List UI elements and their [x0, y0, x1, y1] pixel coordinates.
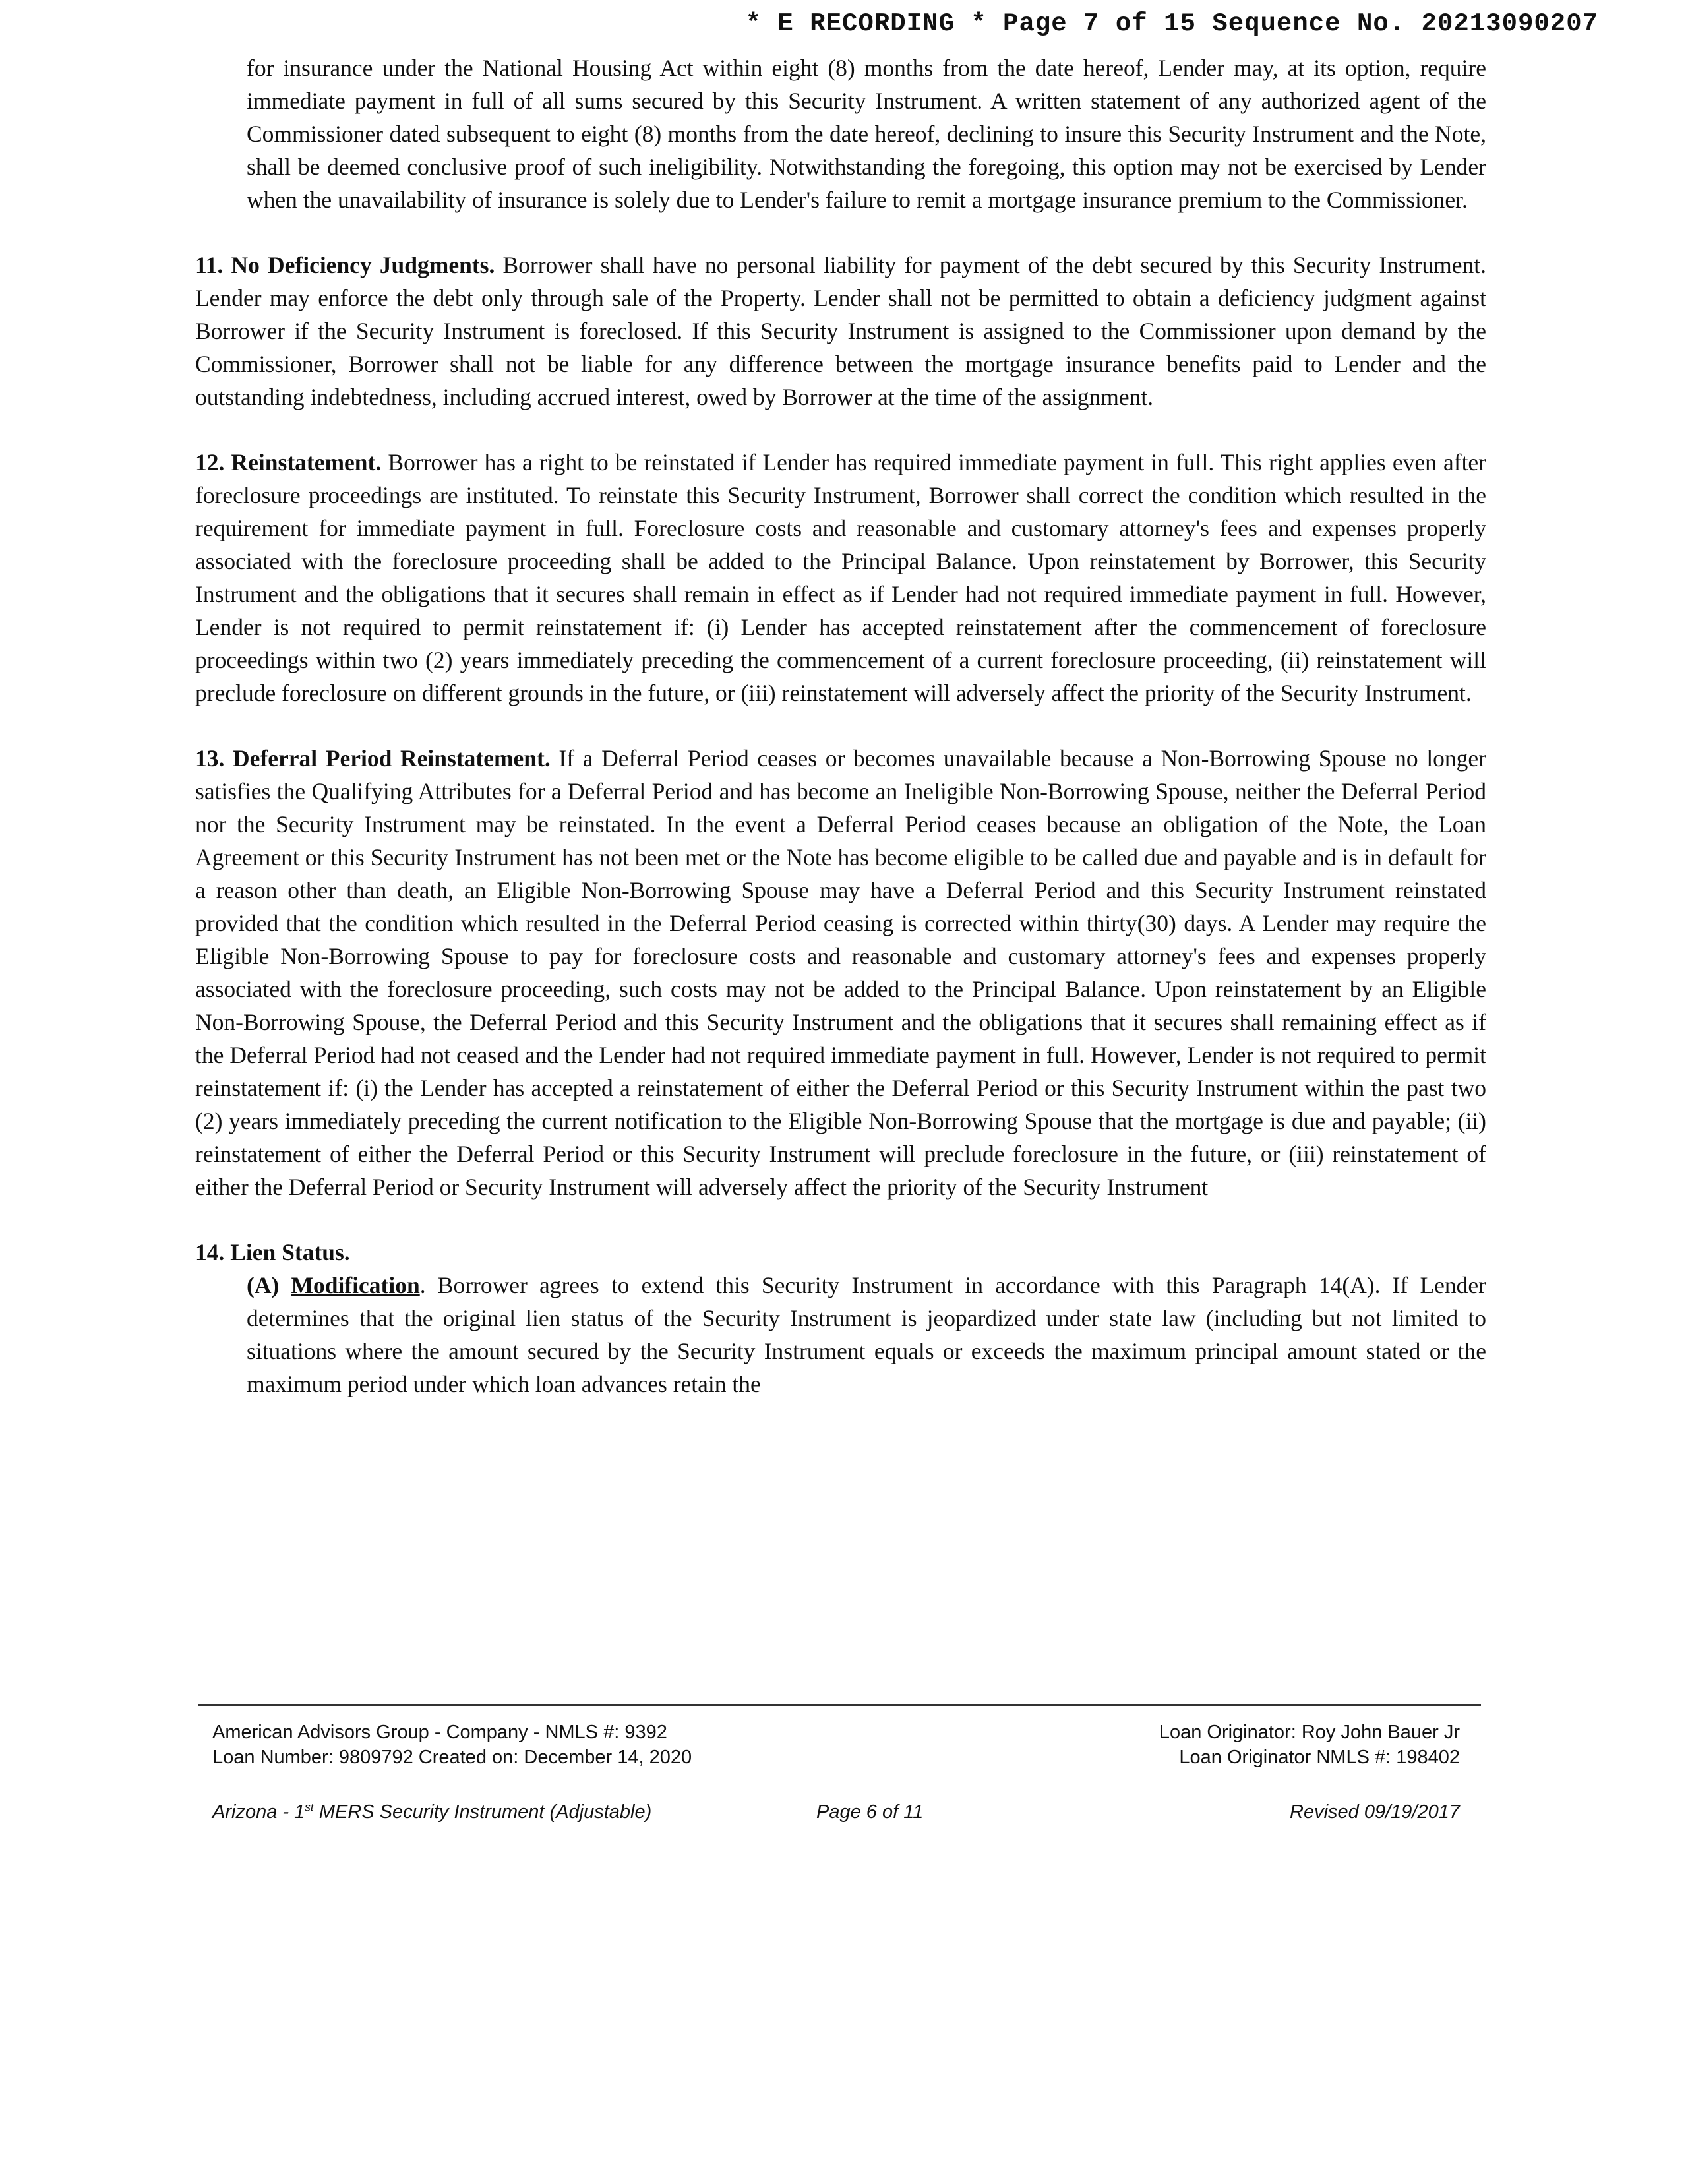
section-12-heading: 12. Reinstatement.: [195, 449, 382, 475]
footer-lender-info: [212, 1720, 692, 1770]
form-name-superscript: st: [305, 1800, 314, 1814]
section-11-heading: 11. No Deficiency Judgments.: [195, 252, 495, 278]
footer-originator-info: [1159, 1720, 1460, 1770]
footer-loan-line: Loan Number: 9809792 Created on: December 14, 2020: [212, 1747, 692, 1768]
section-11-text: Borrower shall have no personal liability for payment of the debt secured by this Security Instrument. Lender may enforce the debt only through sale of the Property. Lender shall not be permitted to obtain a deficiency judgment against Borrower if the Security Instrument is foreclosed. If this Security Instrument is assigned to the Commissioner upon demand by the Commissioner, Borrower shall not be liable for any difference between the mortgage insurance benefits paid to Lender and the outstanding indebtedness, including accrued interest, owed by Borrower at the time of the assignment.: [195, 252, 1486, 410]
section-14a-text: . Borrower agrees to extend this Security Instrument in accordance with this Paragraph 14(A). If Lender determines that the original lien status of the Security Instrument is jeopardized under state law (including but not limited to situations where the amount secured by the Security Instrument equals or exceeds the maximum principal amount stated or the maximum period under which loan advances retain the: [247, 1272, 1487, 1397]
form-name-suffix: MERS Security Instrument (Adjustable): [313, 1802, 652, 1823]
footer-divider: [198, 1704, 1481, 1706]
section-14a-label: (A): [247, 1272, 280, 1298]
footer-originator-line: Loan Originator: Roy John Bauer Jr: [1159, 1722, 1460, 1743]
section-13: [195, 742, 1486, 1203]
section-14a-heading: Modification: [291, 1272, 420, 1298]
footer-company-line: American Advisors Group - Company - NMLS #: 9392: [212, 1722, 667, 1743]
section-12: [195, 446, 1486, 710]
section-14a: [195, 1269, 1486, 1401]
section-14-heading: 14. Lien Status.: [195, 1239, 350, 1265]
recording-header: * E RECORDING * Page 7 of 15 Sequence No. 20213090207: [745, 9, 1598, 38]
section-11: [195, 249, 1486, 413]
form-name: [212, 1802, 651, 1823]
footer-originator-nmls-line: Loan Originator NMLS #: 198402: [1179, 1747, 1460, 1768]
document-body: [195, 51, 1486, 1401]
section-13-heading: 13. Deferral Period Reinstatement.: [195, 745, 551, 772]
form-name-prefix: Arizona - 1: [212, 1802, 305, 1823]
revision-date: Revised 09/19/2017: [1290, 1802, 1460, 1823]
section-14-heading-line: [195, 1236, 1486, 1269]
section-13-text: If a Deferral Period ceases or becomes unavailable because a Non-Borrowing Spouse no longer satisfies the Qualifying Attributes for a Deferral Period and has become an Ineligible Non-Borrowing Spouse, neither the Deferral Period nor the Security Instrument may be reinstated. In the event a Deferral Period ceases because an obligation of the Note, the Loan Agreement or this Security Instrument has not been met or the Note has become eligible to be called due and payable and is in default for a reason other than death, an Eligible Non-Borrowing Spouse may have a Deferral Period and this Security Instrument reinstated provided that the condition which resulted in the Deferral Period ceasing is corrected within thirty(30) days. A Lender may require the Eligible Non-Borrowing Spouse to pay for foreclosure costs and reasonable and customary attorney's fees and expenses properly associated with the foreclosure proceeding, such costs may not be added to the Principal Balance. Upon reinstatement by an Eligible Non-Borrowing Spouse, the Deferral Period and this Security Instrument and the obligations that it secures shall remaining effect as if the Deferral Period had not ceased and the Lender had not required immediate payment in full. However, Lender is not required to permit reinstatement if: (i) the Lender has accepted a reinstatement of either the Deferral Period or this Security Instrument within the past two (2) years immediately preceding the current notification to the Eligible Non-Borrowing Spouse that the mortgage is due and payable; (ii) reinstatement of either the Deferral Period or this Security Instrument will preclude foreclosure in the future, or (iii) reinstatement of either the Deferral Period or Security Instrument will adversely affect the priority of the Security Instrument: [195, 745, 1487, 1200]
section-12-text: Borrower has a right to be reinstated if Lender has required immediate payment in full. This right applies even after foreclosure proceedings are instituted. To reinstate this Security Instrument, Borrower shall correct the condition which resulted in the requirement for immediate payment in full. Foreclosure costs and reasonable and customary attorney's fees and expenses properly associated with the foreclosure proceeding shall be added to the Principal Balance. Upon reinstatement by Borrower, this Security Instrument and the obligations that it secures shall remain in effect as if Lender had not required immediate payment in full. However, Lender is not required to permit reinstatement if: (i) Lender has accepted reinstatement after the commencement of foreclosure proceedings within two (2) years immediately preceding the commencement of a current foreclosure proceeding, (ii) reinstatement will preclude foreclosure on different grounds in the future, or (iii) reinstatement will adversely affect the priority of the Security Instrument.: [195, 449, 1487, 706]
section-14: [195, 1236, 1486, 1401]
page-number: Page 6 of 11: [816, 1802, 924, 1823]
continuation-paragraph: for insurance under the National Housing Act within eight (8) months from the date hereof, Lender may, at its option, require immediate payment in full of all sums secured by this Security Instrument. A written statement of any authorized agent of the Commissioner dated subsequent to eight (8) months from the date hereof, declining to insure this Security Instrument and the Note, shall be deemed conclusive proof of such ineligibility. Notwithstanding the foregoing, this option may not be exercised by Lender when the unavailability of insurance is solely due to Lender's failure to remit a mortgage insurance premium to the Commissioner.: [247, 55, 1486, 213]
